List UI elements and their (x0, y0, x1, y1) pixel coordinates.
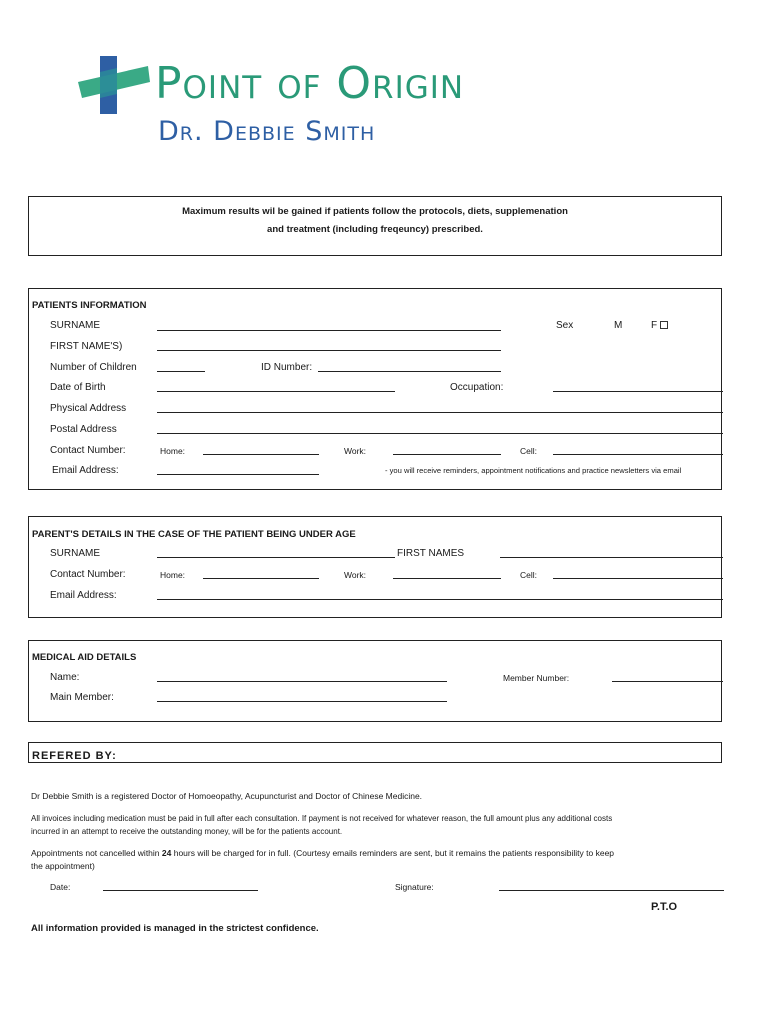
logo-title: Point of Origin (155, 58, 465, 109)
parent-first-names-field[interactable] (500, 557, 723, 558)
email-field[interactable] (157, 474, 319, 475)
parent-work-field[interactable] (393, 578, 501, 579)
parent-home-field[interactable] (203, 578, 319, 579)
parent-email-label: Email Address: (50, 590, 117, 601)
cross-logo-icon (78, 54, 158, 118)
main-member-field[interactable] (157, 701, 447, 702)
parent-contact-label: Contact Number: (50, 569, 126, 580)
cell-label: Cell: (520, 446, 538, 456)
referred-by-box[interactable] (28, 742, 722, 763)
appointments-pre: Appointments not cancelled within (31, 848, 162, 858)
registration-text: Dr Debbie Smith is a registered Doctor of Homoeopathy, Acupuncturist and Doctor of Chinese Medicine. (31, 791, 423, 801)
sex-f-checkbox[interactable] (660, 321, 668, 329)
confidentiality-note: All information provided is managed in the strictest confidence. (31, 923, 319, 934)
postal-address-field[interactable] (157, 433, 723, 434)
parent-home-label: Home: (160, 570, 186, 580)
pto-label: P.T.O (651, 901, 678, 913)
contact-number-label: Contact Number: (50, 445, 126, 456)
work-phone-field[interactable] (393, 454, 501, 455)
parent-cell-field[interactable] (553, 578, 723, 579)
signature-label: Signature: (395, 882, 434, 892)
parent-surname-label: SURNAME (50, 548, 101, 559)
referred-by-label: REFERED BY: (32, 750, 117, 762)
member-number-label: Member Number: (503, 673, 570, 683)
signature-field[interactable] (499, 890, 724, 891)
home-label: Home: (160, 446, 186, 456)
parent-work-label: Work: (344, 570, 367, 580)
notice-line-2: and treatment (including freqeuncy) prescribed. (267, 224, 483, 235)
sex-f-option[interactable] (651, 320, 668, 331)
notice-box (28, 196, 722, 256)
sex-f-label: F (651, 320, 658, 331)
id-number-label: ID Number: (261, 362, 313, 373)
occupation-field[interactable] (553, 391, 723, 392)
first-names-field[interactable] (157, 350, 501, 351)
email-note: - you will receive reminders, appointment notifications and practice newsletters via email (385, 466, 682, 475)
parent-email-field[interactable] (157, 599, 723, 600)
postal-address-label: Postal Address (50, 424, 117, 435)
id-number-field[interactable] (318, 371, 501, 372)
medical-aid-section (28, 640, 722, 722)
physical-address-label: Physical Address (50, 403, 127, 414)
surname-label: SURNAME (50, 320, 101, 331)
sex-label: Sex (556, 320, 574, 331)
appointments-post: hours will be charged for in full. (Courtesy emails reminders are sent, but it remains the patients responsibility to keep (171, 848, 615, 858)
work-label: Work: (344, 446, 367, 456)
main-member-label: Main Member: (50, 692, 114, 703)
date-field[interactable] (103, 890, 258, 891)
physical-address-field[interactable] (157, 412, 723, 413)
medical-name-label: Name: (50, 672, 80, 683)
home-phone-field[interactable] (203, 454, 319, 455)
patients-section (28, 288, 722, 490)
patients-heading: PATIENTS INFORMATION (32, 300, 147, 311)
parents-heading: PARENT'S DETAILS IN THE CASE OF THE PATIENT BEING UNDER AGE (32, 529, 356, 540)
email-label: Email Address: (52, 465, 119, 476)
member-number-field[interactable] (612, 681, 723, 682)
logo-subtitle: Dr. Debbie Smith (158, 116, 376, 147)
medical-name-field[interactable] (157, 681, 447, 682)
invoices-text-1: All invoices including medication must be paid in full after each consultation. If payment is not received for whatever reason, the full amount plus any additional costs (31, 814, 613, 823)
medical-heading: MEDICAL AID DETAILS (32, 652, 137, 663)
children-field[interactable] (157, 371, 205, 372)
occupation-label: Occupation: (450, 382, 504, 393)
date-label: Date: (50, 882, 71, 892)
surname-field[interactable] (157, 330, 501, 331)
appointments-text-2: the appointment) (31, 861, 95, 871)
dob-label: Date of Birth (50, 382, 106, 393)
parent-cell-label: Cell: (520, 570, 538, 580)
invoices-text-2: incurred in an attempt to receive the outstanding money, will be for the patients account. (31, 827, 343, 836)
parents-section (28, 516, 722, 618)
sex-m-option[interactable]: M (614, 320, 623, 331)
dob-field[interactable] (157, 391, 395, 392)
appointments-hours: 24 (161, 848, 172, 858)
cell-phone-field[interactable] (553, 454, 723, 455)
parent-first-names-label: FIRST NAMES (397, 548, 465, 559)
parent-surname-field[interactable] (157, 557, 395, 558)
notice-line-1: Maximum results wil be gained if patients follow the protocols, diets, supplemenation (182, 206, 568, 217)
first-names-label: FIRST NAME'S) (50, 341, 123, 352)
children-label: Number of Children (50, 362, 137, 373)
appointments-text-1 (31, 848, 614, 858)
